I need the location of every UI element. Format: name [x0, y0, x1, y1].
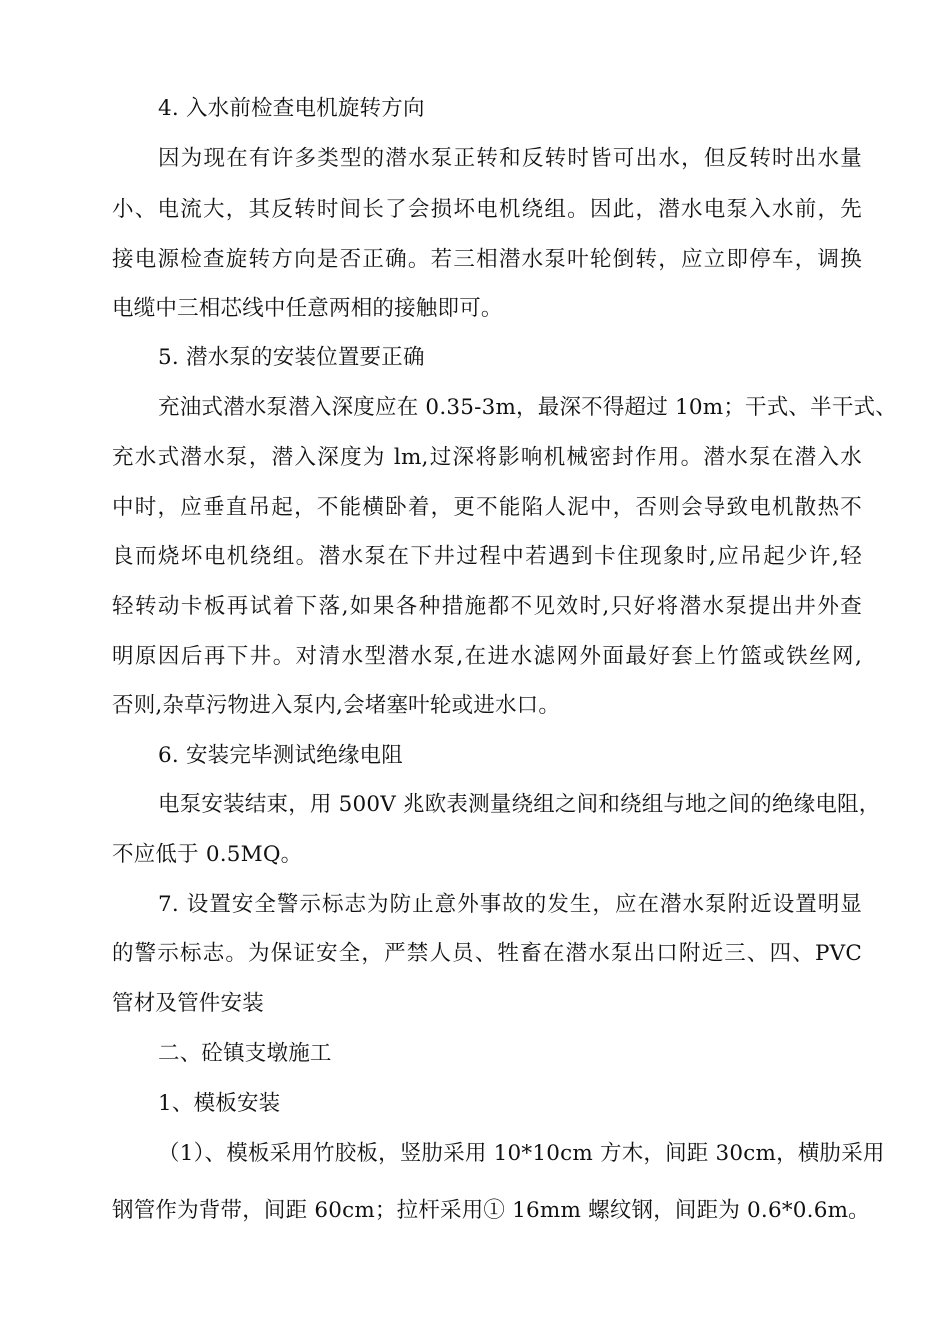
paragraph-line: 否则,杂草污物进入泵内,会堵塞叶轮或进水口。 — [112, 693, 561, 718]
paragraph-line: 管材及管件安装 — [112, 991, 264, 1016]
paragraph-line: 因为现在有许多类型的潜水泵正转和反转时皆可出水，但反转时出水量 — [158, 146, 862, 171]
paragraph-line: 不应低于 0.5MQ。 — [112, 842, 303, 867]
paragraph-line: 小、电流大，其反转时间长了会损坏电机绕组。因此，潜水电泵入水前，先 — [112, 197, 862, 222]
paragraph-line: 充油式潜水泵潜入深度应在 0.35-3m，最深不得超过 10m；干式、半干式、 — [158, 395, 897, 420]
heading-4: 4. 入水前检查电机旋转方向 — [158, 96, 425, 121]
paragraph-line: 良而烧坏电机绕组。潜水泵在下井过程中若遇到卡住现象时,应吊起少许,轻 — [112, 544, 862, 569]
heading-5: 5. 潜水泵的安装位置要正确 — [158, 345, 425, 370]
heading-6: 6. 安装完毕测试绝缘电阻 — [158, 743, 403, 768]
paragraph-line: 充水式潜水泵，潜入深度为 lm,过深将影响机械密封作用。潜水泵在潜入水 — [112, 445, 862, 470]
subsection-heading: 1、模板安装 — [158, 1091, 281, 1116]
paragraph-line: 钢管作为背带，间距 60cm；拉杆采用① 16mm 螺纹钢，间距为 0.6*0.6m。 — [112, 1198, 870, 1223]
paragraph-line: 7. 设置安全警示标志为防止意外事故的发生，应在潜水泵附近设置明显 — [158, 892, 862, 917]
paragraph-line: （1）、模板采用竹胶板，竖肋采用 10*10cm 方木，间距 30cm，横肋采用 — [158, 1141, 885, 1166]
paragraph-line: 的警示标志。为保证安全，严禁人员、牲畜在潜水泵出口附近三、四、PVC — [112, 941, 862, 966]
paragraph-line: 中时，应垂直吊起，不能横卧着，更不能陷人泥中，否则会导致电机散热不 — [112, 495, 862, 520]
paragraph-line: 电缆中三相芯线中任意两相的接触即可。 — [112, 296, 503, 321]
paragraph-line: 明原因后再下井。对清水型潜水泵,在进水滤网外面最好套上竹篮或铁丝网, — [112, 644, 862, 669]
section-heading: 二、砼镇支墩施工 — [158, 1041, 332, 1066]
paragraph-line: 轻转动卡板再试着下落,如果各种措施都不见效时,只好将潜水泵提出井外查 — [112, 594, 862, 619]
paragraph-line: 接电源检查旋转方向是否正确。若三相潜水泵叶轮倒转，应立即停车，调换 — [112, 247, 862, 272]
paragraph-line: 电泵安装结束，用 500V 兆欧表测量绕组之间和绕组与地之间的绝缘电阻， — [158, 792, 881, 817]
